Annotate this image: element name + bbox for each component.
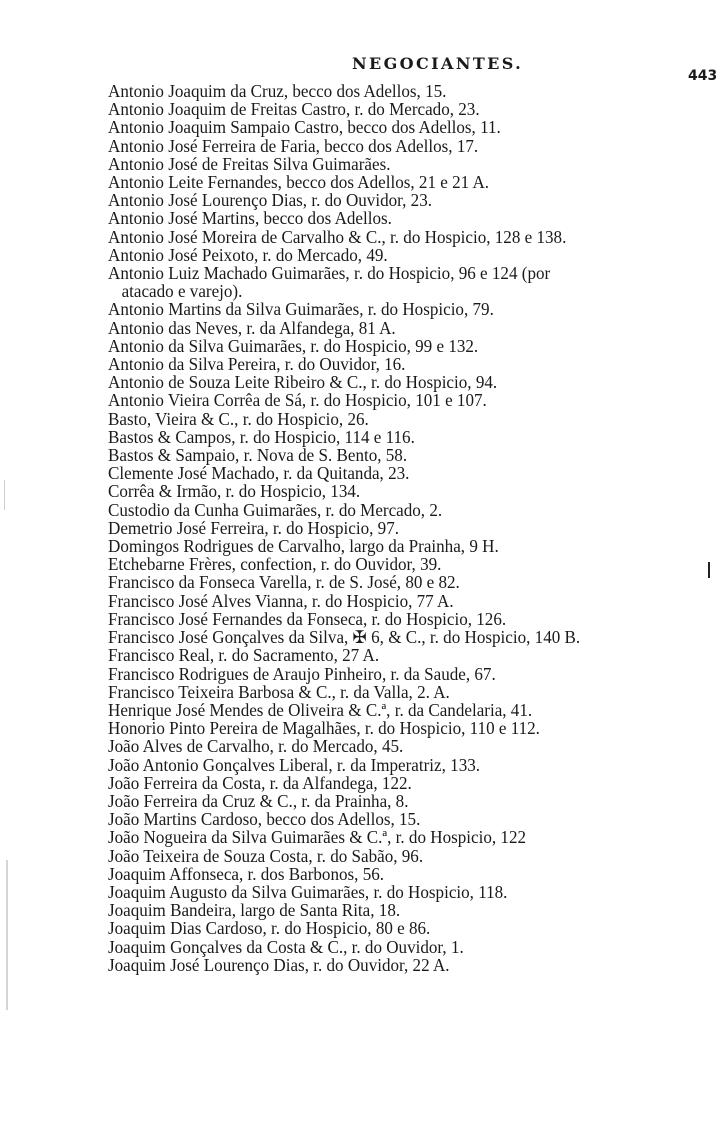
directory-entry: Antonio Joaquim da Cruz, becco dos Adellos, 15. [108,81,447,101]
directory-entry: João Teixeira de Souza Costa, r. do Sabão, 96. [108,845,424,866]
directory-entry: Antonio Leite Fernandes, becco dos Adellos, 21 e 21 A. [108,172,490,193]
directory-entry: Antonio Joaquim Sampaio Castro, becco dos Adellos, 11. [108,117,501,138]
directory-entry: João Ferreira da Cruz & C., r. da Prainha, 8. [108,790,409,811]
directory-entry: Bastos & Sampaio, r. Nova de S. Bento, 58. [108,445,408,466]
directory-entry: Antonio José Moreira de Carvalho & C., r. do Hospicio, 128 e 138. [108,226,567,247]
directory-entry: Francisco da Fonseca Varella, r. de S. José, 80 e 82. [108,572,460,593]
directory-entry: Domingos Rodrigues de Carvalho, largo da Prainha, 9 H. [108,536,499,557]
directory-entry: Antonio de Souza Leite Ribeiro & C., r. do Hospicio, 94. [108,372,498,393]
directory-entry: João Nogueira da Silva Guimarães & C.ª, r. do Hospicio, 122 [108,827,527,848]
directory-entry: Antonio da Silva Guimarães, r. do Hospicio, 99 e 132. [108,335,479,356]
directory-entry: Francisco José Gonçalves da Silva, ✠ 6, & C., r. do Hospicio, 140 B. [108,627,581,648]
directory-entry: Honorio Pinto Pereira de Magalhães, r. do Hospicio, 110 e 112. [108,718,540,739]
directory-entry: João Antonio Gonçalves Liberal, r. da Imperatriz, 133. [108,754,481,775]
directory-entry: Antonio Vieira Corrêa de Sá, r. do Hospicio, 101 e 107. [108,390,487,411]
directory-entry: Henrique José Mendes de Oliveira & C.ª, r. da Candelaria, 41. [108,699,533,720]
directory-entry: João Alves de Carvalho, r. do Mercado, 45. [108,736,404,757]
directory-entry: Basto, Vieira & C., r. do Hospicio, 26. [108,408,369,429]
scan-artifact [4,480,5,510]
directory-entry: Corrêa & Irmão, r. do Hospicio, 134. [108,481,361,502]
directory-entry: Francisco José Alves Vianna, r. do Hospicio, 77 A. [108,590,454,611]
directory-entry: Antonio Joaquim de Freitas Castro, r. do Mercado, 23. [108,99,480,120]
scan-artifact [6,860,8,1010]
directory-entry: Clemente José Machado, r. da Quitanda, 23. [108,463,410,484]
merchant-directory-list [108,82,718,974]
directory-entry: Antonio Martins da Silva Guimarães, r. do Hospicio, 79. [108,299,494,320]
directory-entry: Antonio José de Freitas Silva Guimarães. [108,153,391,174]
directory-entry: João Ferreira da Costa, r. da Alfandega, 122. [108,772,412,793]
directory-entry: Antonio José Ferreira de Faria, becco dos Adellos, 17. [108,135,479,156]
directory-entry: Antonio José Martins, becco dos Adellos. [108,208,392,229]
section-title: NEGOCIANTES. [352,54,524,73]
directory-entry: Joaquim Bandeira, largo de Santa Rita, 18. [108,900,401,921]
directory-entry: Antonio das Neves, r. da Alfandega, 81 A. [108,317,396,338]
directory-entry-continuation: atacado e varejo). [121,281,243,302]
page-header [0,52,725,84]
directory-entry: Custodio da Cunha Guimarães, r. do Mercado, 2. [108,499,443,520]
directory-entry: João Martins Cardoso, becco dos Adellos, 15. [108,809,421,830]
directory-entry: Francisco Teixeira Barbosa & C., r. da Valla, 2. A. [108,681,450,702]
directory-entry: Antonio José Peixoto, r. do Mercado, 49. [108,244,388,265]
directory-entry: Bastos & Campos, r. do Hospicio, 114 e 116. [108,426,415,447]
directory-entry: Joaquim Dias Cardoso, r. do Hospicio, 80 e 86. [108,918,431,939]
directory-entry: Joaquim Affonseca, r. dos Barbonos, 56. [108,863,385,884]
directory-entry: Joaquim José Lourenço Dias, r. do Ouvidor, 22 A. [108,954,450,975]
directory-entry: Francisco José Fernandes da Fonseca, r. do Hospicio, 126. [108,608,507,629]
directory-entry: Antonio Luiz Machado Guimarães, r. do Hospicio, 96 e 124 (por [108,263,551,284]
directory-entry: Francisco Rodrigues de Araujo Pinheiro, r. da Saude, 67. [108,663,496,684]
directory-entry: Joaquim Augusto da Silva Guimarães, r. do Hospicio, 118. [108,881,508,902]
page-number: 443 [688,68,718,84]
directory-entry: Antonio José Lourenço Dias, r. do Ouvidor, 23. [108,190,433,211]
directory-entry: Joaquim Gonçalves da Costa & C., r. do Ouvidor, 1. [108,936,464,957]
directory-entry: Demetrio José Ferreira, r. do Hospicio, 97. [108,517,400,538]
directory-entry: Etchebarne Frères, confection, r. do Ouvidor, 39. [108,554,442,575]
directory-entry: Francisco Real, r. do Sacramento, 27 A. [108,645,380,666]
scan-artifact [708,562,710,578]
directory-entry: Antonio da Silva Pereira, r. do Ouvidor, 16. [108,354,406,375]
